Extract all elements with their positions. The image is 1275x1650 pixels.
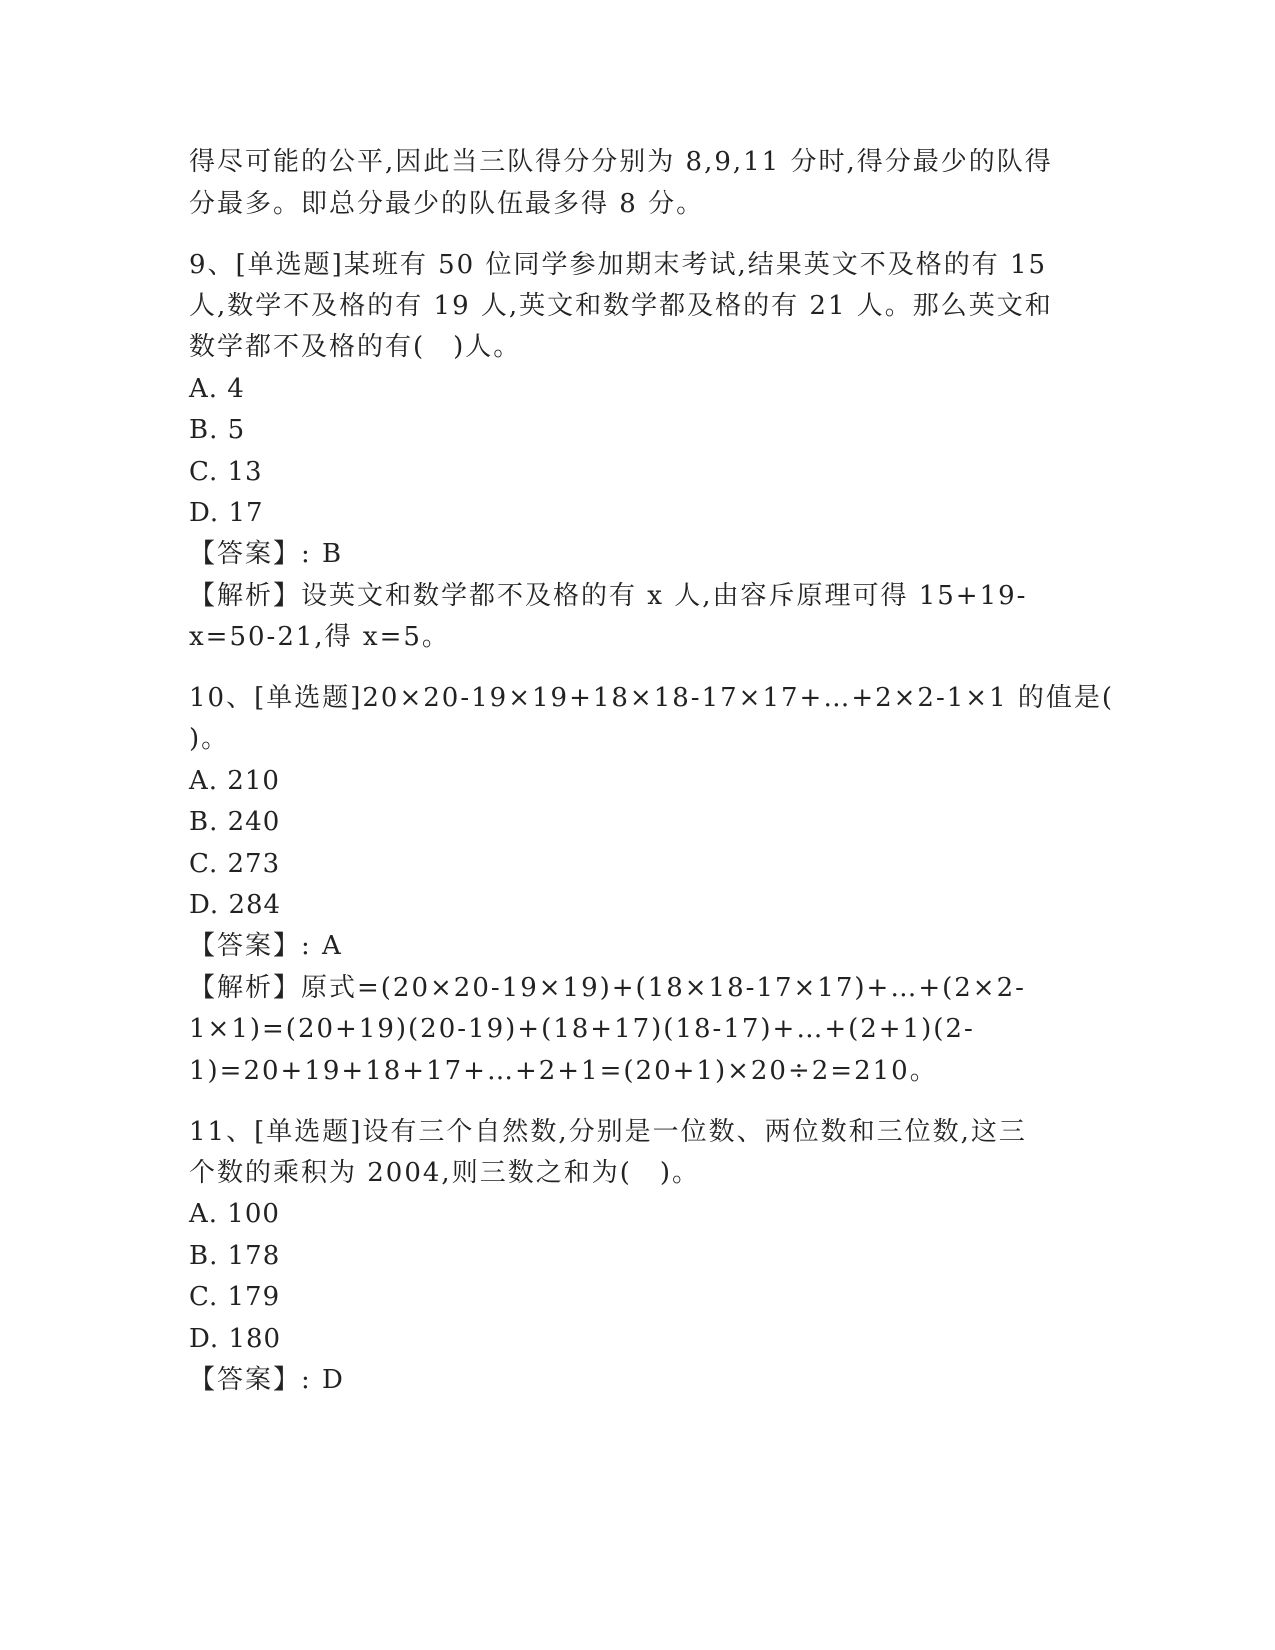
analysis-line: x=50-21,得 x=5。: [189, 622, 450, 652]
question-stem: 数学都不及格的有( )人。: [189, 332, 522, 362]
analysis-line: 1×1)=(20+19)(20-19)+(18+17)(18-17)+…+(2+1)(2-: [189, 1014, 975, 1044]
question-stem: 11、[单选题]设有三个自然数,分别是一位数、两位数和三位数,这三: [189, 1117, 1027, 1147]
option-b: B. 240: [189, 807, 281, 837]
intro-line: 得尽可能的公平,因此当三队得分分别为 8,9,11 分时,得分最少的队得: [189, 147, 1053, 177]
option-a: A. 4: [189, 374, 245, 404]
option-d: D. 17: [189, 498, 264, 528]
answer-line: 【答案】: B: [189, 539, 344, 569]
question-stem: 个数的乘积为 2004,则三数之和为( )。: [189, 1158, 700, 1188]
analysis-line: 【解析】设英文和数学都不及格的有 x 人,由容斥原理可得 15+19-: [189, 581, 1028, 611]
analysis-line: 【解析】原式=(20×20-19×19)+(18×18-17×17)+…+(2×2-: [189, 973, 1026, 1003]
option-b: B. 5: [189, 415, 246, 445]
option-b: B. 178: [189, 1241, 281, 1271]
option-c: C. 13: [189, 457, 263, 487]
question-stem: 10、[单选题]20×20-19×19+18×18-17×17+…+2×2-1×1 的值是(: [189, 683, 1115, 713]
answer-line: 【答案】: A: [189, 931, 343, 961]
question-stem: )。: [189, 724, 230, 754]
intro-line: 分最多。即总分最少的队伍最多得 8 分。: [189, 189, 705, 219]
option-c: C. 179: [189, 1282, 281, 1312]
option-a: A. 100: [189, 1199, 280, 1229]
analysis-line: 1)=20+19+18+17+…+2+1=(20+1)×20÷2=210。: [189, 1056, 938, 1086]
option-d: D. 180: [189, 1324, 282, 1354]
option-d: D. 284: [189, 890, 282, 920]
question-stem: 9、[单选题]某班有 50 位同学参加期末考试,结果英文不及格的有 15: [189, 250, 1048, 280]
option-c: C. 273: [189, 849, 281, 879]
answer-line: 【答案】: D: [189, 1365, 345, 1395]
option-a: A. 210: [189, 766, 280, 796]
question-stem: 人,数学不及格的有 19 人,英文和数学都及格的有 21 人。那么英文和: [189, 291, 1053, 321]
